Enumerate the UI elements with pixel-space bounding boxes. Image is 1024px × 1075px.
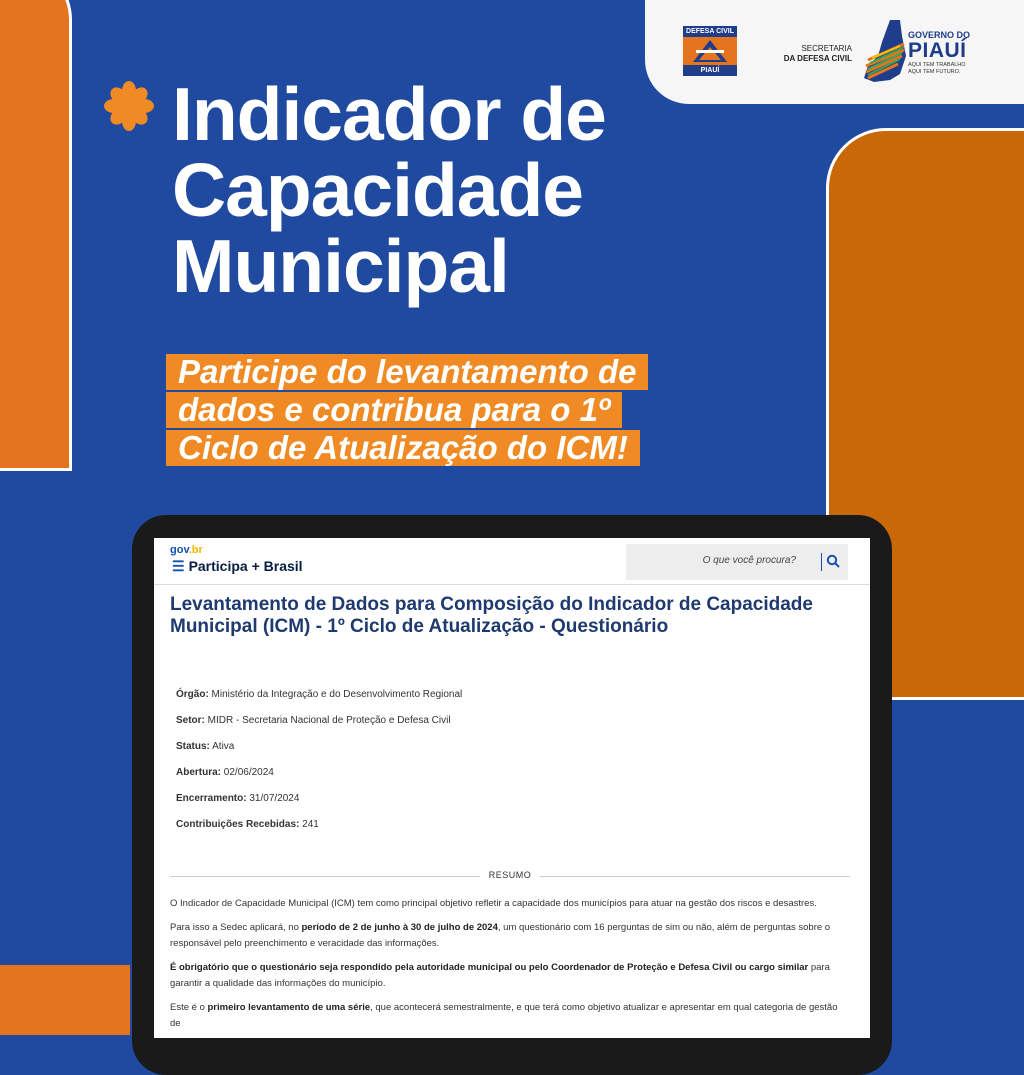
meta-value: Ministério da Integração e do Desenvolvimento Regional xyxy=(208,689,463,700)
defesa-civil-emblem-icon xyxy=(683,37,737,65)
meta-value: Ativa xyxy=(209,741,235,752)
asterisk-icon xyxy=(103,80,155,132)
meta-value: MIDR - Secretaria Nacional de Proteção e Defesa Civil xyxy=(204,715,451,726)
hero-title xyxy=(172,72,606,308)
search-divider xyxy=(821,553,822,571)
meta-row-contribuicoes xyxy=(176,818,462,844)
tablet-screen xyxy=(154,538,870,1038)
site-header xyxy=(154,538,870,585)
search-input[interactable] xyxy=(626,544,848,580)
governo-line4: AQUI TEM FUTURO. xyxy=(908,69,961,75)
meta-row-setor xyxy=(176,714,462,740)
resumo-line-right xyxy=(540,876,850,877)
secretaria-label xyxy=(762,44,852,64)
resumo-body xyxy=(170,896,850,1038)
meta-key: Status: xyxy=(176,741,210,752)
meta-key: Abertura: xyxy=(176,767,222,778)
paragraph-3 xyxy=(170,960,850,992)
govbr-logo-gov: gov xyxy=(170,544,189,556)
p4-text-c: , que acontecerá semestralmente, e que terá como objetivo atualizar e apresentar em qual categoria de gestão de xyxy=(170,1002,838,1029)
meta-row-status xyxy=(176,740,462,766)
hamburger-icon: ☰ xyxy=(172,558,185,574)
meta-row-orgao xyxy=(176,688,462,714)
defesa-civil-logo xyxy=(683,26,737,76)
hero-subtitle-line1: Participe do levantamento de xyxy=(166,354,648,390)
resumo-label: RESUMO xyxy=(488,870,532,880)
govbr-logo-br: .br xyxy=(188,544,203,556)
paragraph-1: O Indicador de Capacidade Municipal (ICM) tem como principal objetivo refletir a capacidade dos municípios para atuar na gestão dos riscos e desastres. xyxy=(170,898,817,909)
governo-line3: AQUI TEM TRABALHO xyxy=(908,62,966,68)
hero-title-line1: Indicador de xyxy=(172,72,606,156)
paragraph-4 xyxy=(170,1000,850,1032)
hero-title-line2: Capacidade xyxy=(172,148,583,232)
secretaria-line1: SECRETARIA xyxy=(801,44,852,53)
governo-line2: PIAUÍ xyxy=(908,39,967,62)
p4-text-a: Este é o xyxy=(170,1002,208,1013)
meta-row-encerramento xyxy=(176,792,462,818)
search-icon[interactable] xyxy=(826,554,840,568)
hero-title-line3: Municipal xyxy=(172,224,509,308)
meta-value: 31/07/2024 xyxy=(246,793,300,804)
p2-text-a: Para isso a Sedec aplicará, no xyxy=(170,922,302,933)
p4-text-bold: primeiro levantamento de uma série xyxy=(207,1002,371,1013)
meta-key: Contribuições Recebidas: xyxy=(176,819,300,830)
meta-key: Setor: xyxy=(176,715,205,726)
p3-text-b: para garantir a qualidade das informações do município. xyxy=(170,962,830,989)
p3-text-bold: É obrigatório que o questionário seja respondido pela autoridade municipal ou pelo Coordenador de Proteção e Defesa Civil ou cargo similar xyxy=(170,962,809,973)
paragraph-2 xyxy=(170,920,850,952)
resumo-divider xyxy=(170,868,850,884)
orange-left-bottom-panel xyxy=(0,965,130,1035)
meta-value: 02/06/2024 xyxy=(221,767,274,778)
meta-key: Encerramento: xyxy=(176,793,247,804)
defesa-civil-logo-top: DEFESA CIVIL xyxy=(683,26,737,37)
orange-left-panel xyxy=(0,0,72,471)
secretaria-line2: DA DEFESA CIVIL xyxy=(783,54,852,63)
menu-label: Participa + Brasil xyxy=(188,558,303,574)
govbr-logo[interactable] xyxy=(170,544,203,556)
hero-subtitle-line2: dados e contribua para o 1º xyxy=(166,392,622,428)
page-title: Levantamento de Dados para Composição do Indicador de Capacidade Municipal (ICM) - 1º Ciclo de Atualização - Questionário xyxy=(170,594,813,637)
governo-piaui-logo xyxy=(908,30,970,76)
search-placeholder: O que você procura? xyxy=(702,555,796,566)
meta-list xyxy=(176,688,462,844)
meta-value: 241 xyxy=(299,819,319,830)
hero-subtitle-line3: Ciclo de Atualização do ICM! xyxy=(166,430,640,466)
meta-key: Órgão: xyxy=(176,689,209,700)
hero-subtitle xyxy=(166,354,648,468)
defesa-civil-logo-bottom: PIAUÍ xyxy=(683,65,737,76)
p2-text-c: , um questionário com 16 perguntas de sim ou não, além de perguntas sobre o responsável pelo preenchimento e veracidade das informações. xyxy=(170,922,831,949)
governo-line1: GOVERNO DO xyxy=(908,30,971,40)
resumo-line-left xyxy=(170,876,480,877)
menu-button[interactable] xyxy=(172,558,303,575)
p2-text-bold: período de 2 de junho à 30 de julho de 2024 xyxy=(301,922,498,933)
meta-row-abertura xyxy=(176,766,462,792)
